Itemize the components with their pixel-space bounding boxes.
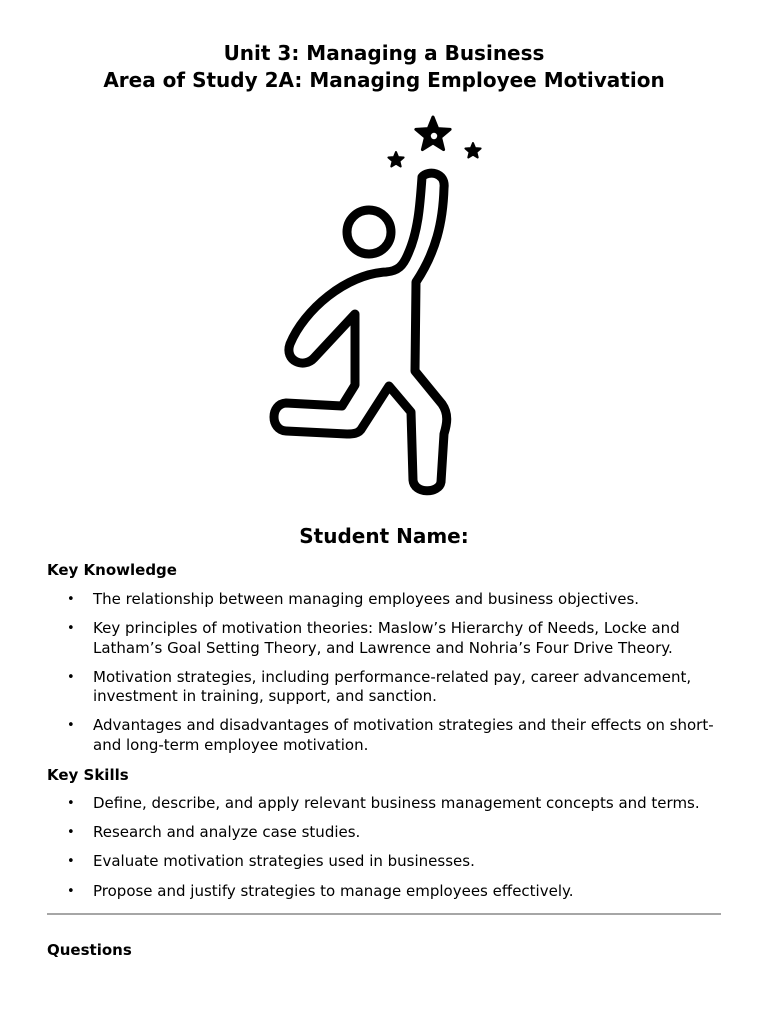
- list-item: • Evaluate motivation strategies used in businesses.: [47, 852, 737, 872]
- figure-body: [274, 173, 447, 491]
- key-skills-list: [47, 794, 737, 911]
- questions-heading: Questions: [47, 941, 132, 959]
- list-item: • Advantages and disadvantages of motivation strategies and their effects on short- and long-term employee motivation.: [47, 716, 737, 755]
- motivated-person-reaching-stars-icon: [262, 112, 492, 496]
- key-skills-heading: Key Skills: [47, 766, 129, 784]
- small-star-left-icon: [388, 152, 403, 167]
- list-item: • Motivation strategies, including performance-related pay, career advancement, investment in training, support, and sanction.: [47, 668, 737, 707]
- list-item: • The relationship between managing employees and business objectives.: [47, 590, 737, 610]
- list-item: • Define, describe, and apply relevant business management concepts and terms.: [47, 794, 737, 814]
- list-item: • Key principles of motivation theories: Maslow’s Hierarchy of Needs, Locke and Latham’s Goal Setting Theory, and Lawrence and Nohria’s Four Drive Theory.: [47, 619, 737, 658]
- title-unit: Unit 3: Managing a Business: [223, 41, 545, 65]
- small-star-right-icon: [465, 143, 480, 158]
- title-area-of-study: Area of Study 2A: Managing Employee Motivation: [103, 68, 665, 92]
- figure-head: [347, 210, 391, 254]
- list-item: • Research and analyze case studies.: [47, 823, 737, 843]
- page-title: [0, 40, 768, 94]
- section-divider: [47, 913, 721, 915]
- key-knowledge-heading: Key Knowledge: [47, 561, 177, 579]
- student-name-label: Student Name:: [299, 524, 469, 548]
- list-item: • Propose and justify strategies to manage employees effectively.: [47, 882, 737, 902]
- key-knowledge-list: [47, 590, 737, 765]
